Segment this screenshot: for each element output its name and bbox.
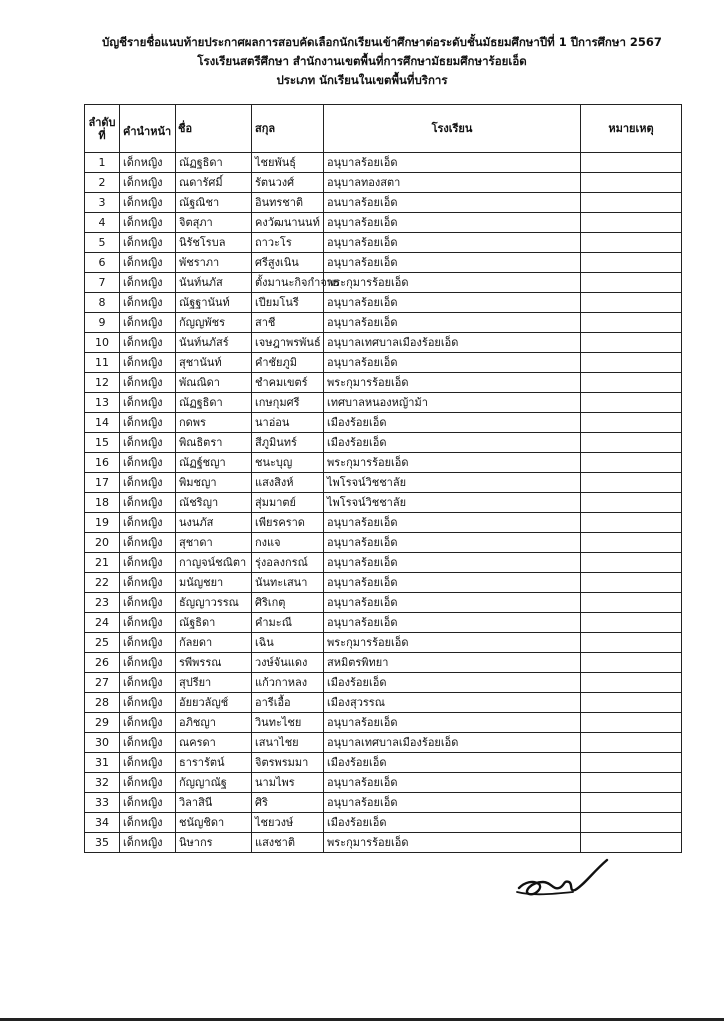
row-number: 33 [85,793,120,813]
table-row [85,753,682,773]
row-first-name: นันท์นภัสร์ [176,333,252,353]
row-last-name: คงวัฒนานนท์ [252,213,324,233]
row-school: อนุบาลร้อยเอ็ด [324,773,581,793]
row-number: 24 [85,613,120,633]
row-last-name: เสนาไชย [252,733,324,753]
table-row [85,333,682,353]
row-school: สหมิตรพิทยา [324,653,581,673]
row-first-name: อัยยวลัญช์ [176,693,252,713]
row-prefix: เด็กหญิง [120,253,176,273]
row-prefix: เด็กหญิง [120,713,176,733]
row-prefix: เด็กหญิง [120,173,176,193]
table-row [85,393,682,413]
row-number: 12 [85,373,120,393]
row-remark [581,493,682,513]
row-remark [581,353,682,373]
table-row [85,533,682,553]
row-remark [581,793,682,813]
row-remark [581,753,682,773]
table-row [85,733,682,753]
row-number: 21 [85,553,120,573]
row-remark [581,413,682,433]
row-prefix: เด็กหญิง [120,753,176,773]
row-last-name: เจษฎาพรพันธ์ [252,333,324,353]
row-remark [581,613,682,633]
row-last-name: แสงชาติ [252,833,324,853]
row-remark [581,533,682,553]
table-body [85,153,682,853]
row-school: ไพโรจน์วิชชาลัย [324,473,581,493]
row-number: 31 [85,753,120,773]
row-remark [581,193,682,213]
row-first-name: ณัฐฐานันท์ [176,293,252,313]
row-school: พระกุมารร้อยเอ็ด [324,633,581,653]
row-first-name: สุชาดา [176,533,252,553]
school-line: โรงเรียนสตรีศึกษา สำนักงานเขตพื้นที่การศึกษามัธยมศึกษาร้อยเอ็ด [197,54,527,68]
row-prefix: เด็กหญิง [120,373,176,393]
row-last-name: แก้วกาหลง [252,673,324,693]
table-row [85,213,682,233]
row-last-name: รัตนวงศ์ [252,173,324,193]
page-bottom-rule [0,1018,724,1021]
row-remark [581,773,682,793]
row-last-name: อินทรชาติ [252,193,324,213]
row-school: อนุบาลร้อยเอ็ด [324,353,581,373]
row-school: อนุบาลร้อยเอ็ด [324,153,581,173]
row-school: อนุบาลเทศบาลเมืองร้อยเอ็ด [324,333,581,353]
row-school: พระกุมารร้อยเอ็ด [324,833,581,853]
row-school: พระกุมารร้อยเอ็ด [324,273,581,293]
row-prefix: เด็กหญิง [120,593,176,613]
row-number: 7 [85,273,120,293]
row-school: พระกุมารร้อยเอ็ด [324,453,581,473]
row-last-name: นาอ่อน [252,413,324,433]
row-remark [581,273,682,293]
column-header-prefix: คำนำหน้า [120,105,176,153]
row-prefix: เด็กหญิง [120,153,176,173]
row-school: อนุบาลร้อยเอ็ด [324,293,581,313]
table-row [85,433,682,453]
row-remark [581,373,682,393]
row-prefix: เด็กหญิง [120,313,176,333]
table-row [85,813,682,833]
row-first-name: นงนภัส [176,513,252,533]
row-number: 35 [85,833,120,853]
row-remark [581,313,682,333]
row-last-name: สาชี [252,313,324,333]
row-remark [581,173,682,193]
row-last-name: คำชัยภูมิ [252,353,324,373]
row-school: พระกุมารร้อยเอ็ด [324,373,581,393]
table-row [85,513,682,533]
table-row [85,793,682,813]
row-number: 18 [85,493,120,513]
row-school: อนบาลร้อยเอ็ด [324,193,581,213]
row-remark [581,453,682,473]
table-row [85,453,682,473]
row-school: อนุบาลเทศบาลเมืองร้อยเอ็ด [324,733,581,753]
row-school: ไพโรจน์วิชชาลัย [324,493,581,513]
column-header-school: โรงเรียน [324,105,581,153]
row-school: อนุบาลร้อยเอ็ด [324,233,581,253]
table-row [85,673,682,693]
table-row [85,573,682,593]
row-number: 11 [85,353,120,373]
row-last-name: สีภูมินทร์ [252,433,324,453]
row-prefix: เด็กหญิง [120,673,176,693]
table-row [85,413,682,433]
row-number: 16 [85,453,120,473]
table-row [85,773,682,793]
table-row [85,593,682,613]
row-first-name: ณครดา [176,733,252,753]
table-row [85,173,682,193]
row-school: อนุบาลร้อยเอ็ด [324,713,581,733]
row-prefix: เด็กหญิง [120,773,176,793]
table-row [85,493,682,513]
row-prefix: เด็กหญิง [120,513,176,533]
row-school: อนุบาลร้อยเอ็ด [324,513,581,533]
table-row [85,613,682,633]
row-school: เมืองร้อยเอ็ด [324,753,581,773]
table-header-row [85,105,682,153]
row-prefix: เด็กหญิง [120,833,176,853]
row-prefix: เด็กหญิง [120,353,176,373]
row-remark [581,393,682,413]
row-first-name: จิตสุภา [176,213,252,233]
table-row [85,313,682,333]
category-line: ประเภท นักเรียนในเขตพื้นที่บริการ [276,73,448,87]
row-prefix: เด็กหญิง [120,613,176,633]
row-number: 22 [85,573,120,593]
row-school: อนุบาลร้อยเอ็ด [324,573,581,593]
row-number: 14 [85,413,120,433]
student-list-table [84,104,682,853]
row-last-name: ศิริ [252,793,324,813]
row-remark [581,253,682,273]
row-number: 9 [85,313,120,333]
row-remark [581,333,682,353]
row-number: 32 [85,773,120,793]
row-prefix: เด็กหญิง [120,633,176,653]
row-school: อนุบาลร้อยเอ็ด [324,793,581,813]
row-first-name: นิรัชโรบล [176,233,252,253]
row-school: เมืองร้อยเอ็ด [324,673,581,693]
document-title: บัญชีรายชื่อแนบท้ายประกาศผลการสอบคัดเลือกนักเรียนเข้าศึกษาต่อระดับชั้นมัธยมศึกษาปีที่ 1 ปีการศึกษา 2567 [102,35,662,49]
row-last-name: กงแจ [252,533,324,553]
row-prefix: เด็กหญิง [120,813,176,833]
row-last-name: เปียมโนรี [252,293,324,313]
table-row [85,373,682,393]
row-first-name: พิมชญา [176,473,252,493]
row-first-name: ณดารัศมิ์ [176,173,252,193]
row-prefix: เด็กหญิง [120,553,176,573]
row-school: อนุบาลร้อยเอ็ด [324,253,581,273]
row-last-name: ชำคมเขตร์ [252,373,324,393]
row-school: อนุบาลร้อยเอ็ด [324,553,581,573]
row-prefix: เด็กหญิง [120,433,176,453]
row-remark [581,153,682,173]
row-last-name: นันทะเสนา [252,573,324,593]
row-remark [581,513,682,533]
row-last-name: ถาวะโร [252,233,324,253]
row-remark [581,233,682,253]
row-first-name: สุชานันท์ [176,353,252,373]
row-last-name: สุ่มมาตย์ [252,493,324,513]
row-remark [581,653,682,673]
table-row [85,273,682,293]
row-last-name: เพียรคราด [252,513,324,533]
row-remark [581,473,682,493]
row-number: 13 [85,393,120,413]
table-row [85,473,682,493]
row-number: 23 [85,593,120,613]
row-last-name: ไชยวงษ์ [252,813,324,833]
row-first-name: นันท์นภัส [176,273,252,293]
row-prefix: เด็กหญิง [120,193,176,213]
row-prefix: เด็กหญิง [120,793,176,813]
row-prefix: เด็กหญิง [120,693,176,713]
table-row [85,193,682,213]
row-number: 6 [85,253,120,273]
row-last-name: เกษกุมศรี [252,393,324,413]
row-first-name: สุปรียา [176,673,252,693]
row-prefix: เด็กหญิง [120,273,176,293]
row-school: เมืองร้อยเอ็ด [324,413,581,433]
row-school: เทศบาลหนองหญ้าม้า [324,393,581,413]
row-number: 3 [85,193,120,213]
row-number: 19 [85,513,120,533]
row-school: อนุบาลร้อยเอ็ด [324,593,581,613]
row-last-name: ชนะบุญ [252,453,324,473]
row-number: 17 [85,473,120,493]
row-first-name: ชนัญชิดา [176,813,252,833]
row-number: 27 [85,673,120,693]
row-number: 2 [85,173,120,193]
table-row [85,633,682,653]
row-remark [581,713,682,733]
row-remark [581,293,682,313]
row-school: เมืองร้อยเอ็ด [324,813,581,833]
row-prefix: เด็กหญิง [120,493,176,513]
row-last-name: เฉิน [252,633,324,653]
row-number: 5 [85,233,120,253]
row-remark [581,553,682,573]
row-last-name: นามไพร [252,773,324,793]
row-number: 29 [85,713,120,733]
row-remark [581,213,682,233]
row-remark [581,733,682,753]
table-row [85,293,682,313]
row-last-name: รุ่งอลงกรณ์ [252,553,324,573]
table-row [85,653,682,673]
row-first-name: ณัฏฐ์ชญา [176,453,252,473]
row-first-name: กัญญาณัฐ [176,773,252,793]
row-last-name: ศิริเกตุ [252,593,324,613]
row-last-name: ไชยพันธุ์ [252,153,324,173]
row-number: 25 [85,633,120,653]
row-first-name: ณัฏฐธิดา [176,393,252,413]
row-last-name: วินทะไชย [252,713,324,733]
row-first-name: กาญจน์ชณิตา [176,553,252,573]
row-school: อนุบาลร้อยเอ็ด [324,613,581,633]
row-first-name: กดพร [176,413,252,433]
row-first-name: กัญญพัชร [176,313,252,333]
row-number: 10 [85,333,120,353]
row-first-name: พิณธิตรา [176,433,252,453]
column-header-last-name: สกุล [252,105,324,153]
table-row [85,153,682,173]
row-number: 28 [85,693,120,713]
row-prefix: เด็กหญิง [120,333,176,353]
row-first-name: พัณณิดา [176,373,252,393]
row-prefix: เด็กหญิง [120,653,176,673]
row-first-name: ณัฏฐธิดา [176,153,252,173]
row-remark [581,593,682,613]
row-remark [581,833,682,853]
row-prefix: เด็กหญิง [120,293,176,313]
row-first-name: ณัฐธิดา [176,613,252,633]
column-header-remark: หมายเหตุ [581,105,682,153]
row-school: อนุบาลร้อยเอ็ด [324,313,581,333]
row-prefix: เด็กหญิง [120,233,176,253]
row-last-name: วงษ์จันแดง [252,653,324,673]
column-header-first-name: ชื่อ [176,105,252,153]
row-remark [581,673,682,693]
row-number: 30 [85,733,120,753]
row-remark [581,573,682,593]
row-first-name: อภิชญา [176,713,252,733]
row-first-name: ธัญญาวรรณ [176,593,252,613]
row-prefix: เด็กหญิง [120,573,176,593]
row-last-name: แสงสิงห์ [252,473,324,493]
table-row [85,693,682,713]
row-first-name: วิลาสินี [176,793,252,813]
row-first-name: นิษากร [176,833,252,853]
row-prefix: เด็กหญิง [120,453,176,473]
row-first-name: ณัชริญา [176,493,252,513]
row-school: อนุบาลร้อยเอ็ด [324,533,581,553]
row-number: 1 [85,153,120,173]
row-remark [581,693,682,713]
row-first-name: ณัฐณิชา [176,193,252,213]
row-number: 26 [85,653,120,673]
row-prefix: เด็กหญิง [120,473,176,493]
row-first-name: ธารารัตน์ [176,753,252,773]
row-number: 20 [85,533,120,553]
table-row [85,833,682,853]
row-prefix: เด็กหญิง [120,533,176,553]
row-school: เมืองสุวรรณ [324,693,581,713]
row-last-name: ศรีสูงเนิน [252,253,324,273]
table-row [85,713,682,733]
row-last-name: ตั้งมานะกิจกำจาย [252,273,324,293]
row-last-name: จิตรพรมมา [252,753,324,773]
row-first-name: มนัญชยา [176,573,252,593]
table-row [85,553,682,573]
signature [513,852,611,912]
row-remark [581,433,682,453]
table-row [85,353,682,373]
row-number: 8 [85,293,120,313]
row-last-name: อารีเอื้อ [252,693,324,713]
row-remark [581,633,682,653]
table-row [85,253,682,273]
row-remark [581,813,682,833]
row-last-name: คำมะณี [252,613,324,633]
row-number: 4 [85,213,120,233]
column-header-no: ลำดับ ที่ [85,105,120,153]
row-school: อนุบาลร้อยเอ็ด [324,213,581,233]
row-prefix: เด็กหญิง [120,733,176,753]
row-number: 34 [85,813,120,833]
row-school: อนุบาลทองสตา [324,173,581,193]
row-first-name: พัชราภา [176,253,252,273]
row-first-name: รพีพรรณ [176,653,252,673]
row-prefix: เด็กหญิง [120,393,176,413]
row-number: 15 [85,433,120,453]
table-row [85,233,682,253]
document-header [0,33,724,90]
row-prefix: เด็กหญิง [120,213,176,233]
row-prefix: เด็กหญิง [120,413,176,433]
row-first-name: กัลยดา [176,633,252,653]
row-school: เมืองร้อยเอ็ด [324,433,581,453]
